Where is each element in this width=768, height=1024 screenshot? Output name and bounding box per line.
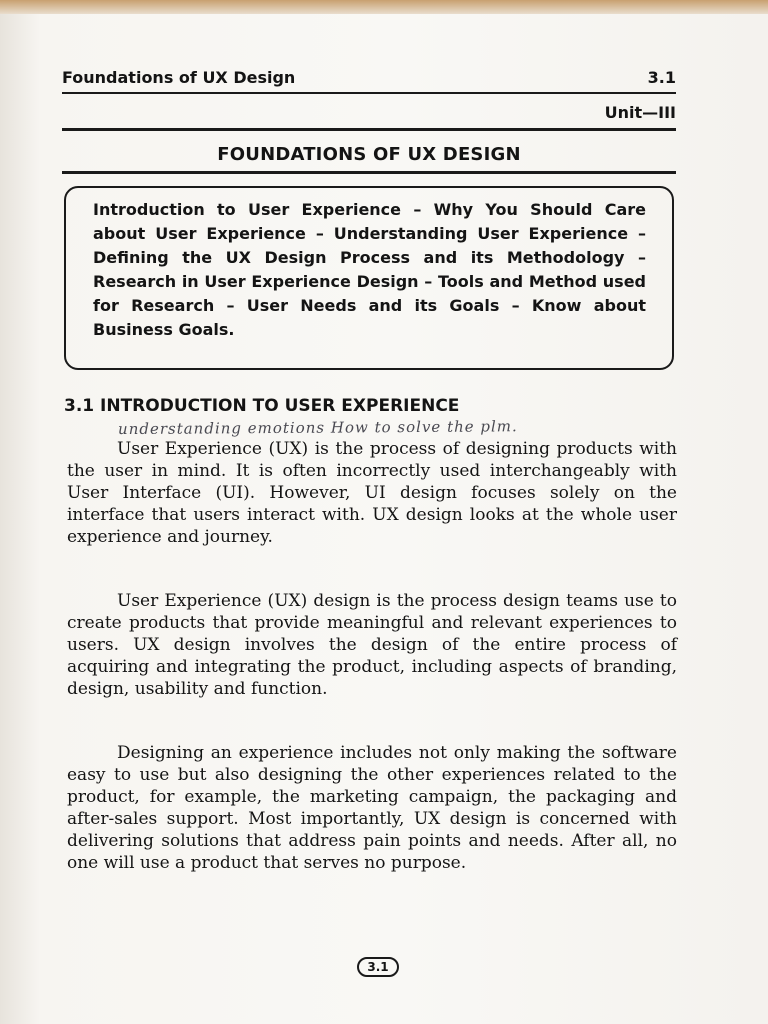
header-rule — [62, 92, 676, 94]
syllabus-box — [64, 186, 674, 370]
running-header — [62, 66, 676, 90]
syllabus-text: Introduction to User Experience – Why You Should Care about User Experience – Understanding User Experience – Defining the UX Design Process and its Methodology – Research in User Experience Design – Tools and Method used for Research – User Needs and its Goals – Know about Business Goals. — [93, 200, 646, 339]
handwritten-note: understanding emotions How to solve the plm. — [117, 417, 518, 439]
paragraph-1: User Experience (UX) is the process of designing products with the user in mind. It is often incorrectly used interchangeably with User Interface (UI). However, UI design focuses solely on the interface that users interact with. UX design looks at the whole user experience and journey. — [67, 439, 677, 547]
title-bottom-rule — [62, 171, 676, 174]
section-heading: 3.1 INTRODUCTION TO USER EXPERIENCE — [64, 396, 460, 416]
book-title: Foundations of UX Design — [62, 68, 296, 87]
title-top-rule — [62, 128, 676, 131]
paragraph-3: Designing an experience includes not only making the software easy to use but also designing the other experiences related to the product, for example, the marketing campaign, the packaging and after-sales support. Most importantly, UX design is concerned with delivering solutions that address pain points and needs. After all, no one will use a product that serves no purpose. — [67, 743, 677, 873]
page-top-edge — [0, 0, 768, 14]
paragraph-2: User Experience (UX) design is the process design teams use to create products that provide meaningful and relevant experiences to users. UX design involves the design of the entire process of acquiring and integrating the product, including aspects of branding, design, usability and function. — [67, 591, 677, 699]
chapter-title: FOUNDATIONS OF UX DESIGN — [217, 144, 521, 165]
page-reference: 3.1 — [647, 68, 676, 87]
unit-label: Unit—III — [604, 103, 676, 122]
page-number-badge: 3.1 — [357, 957, 399, 977]
